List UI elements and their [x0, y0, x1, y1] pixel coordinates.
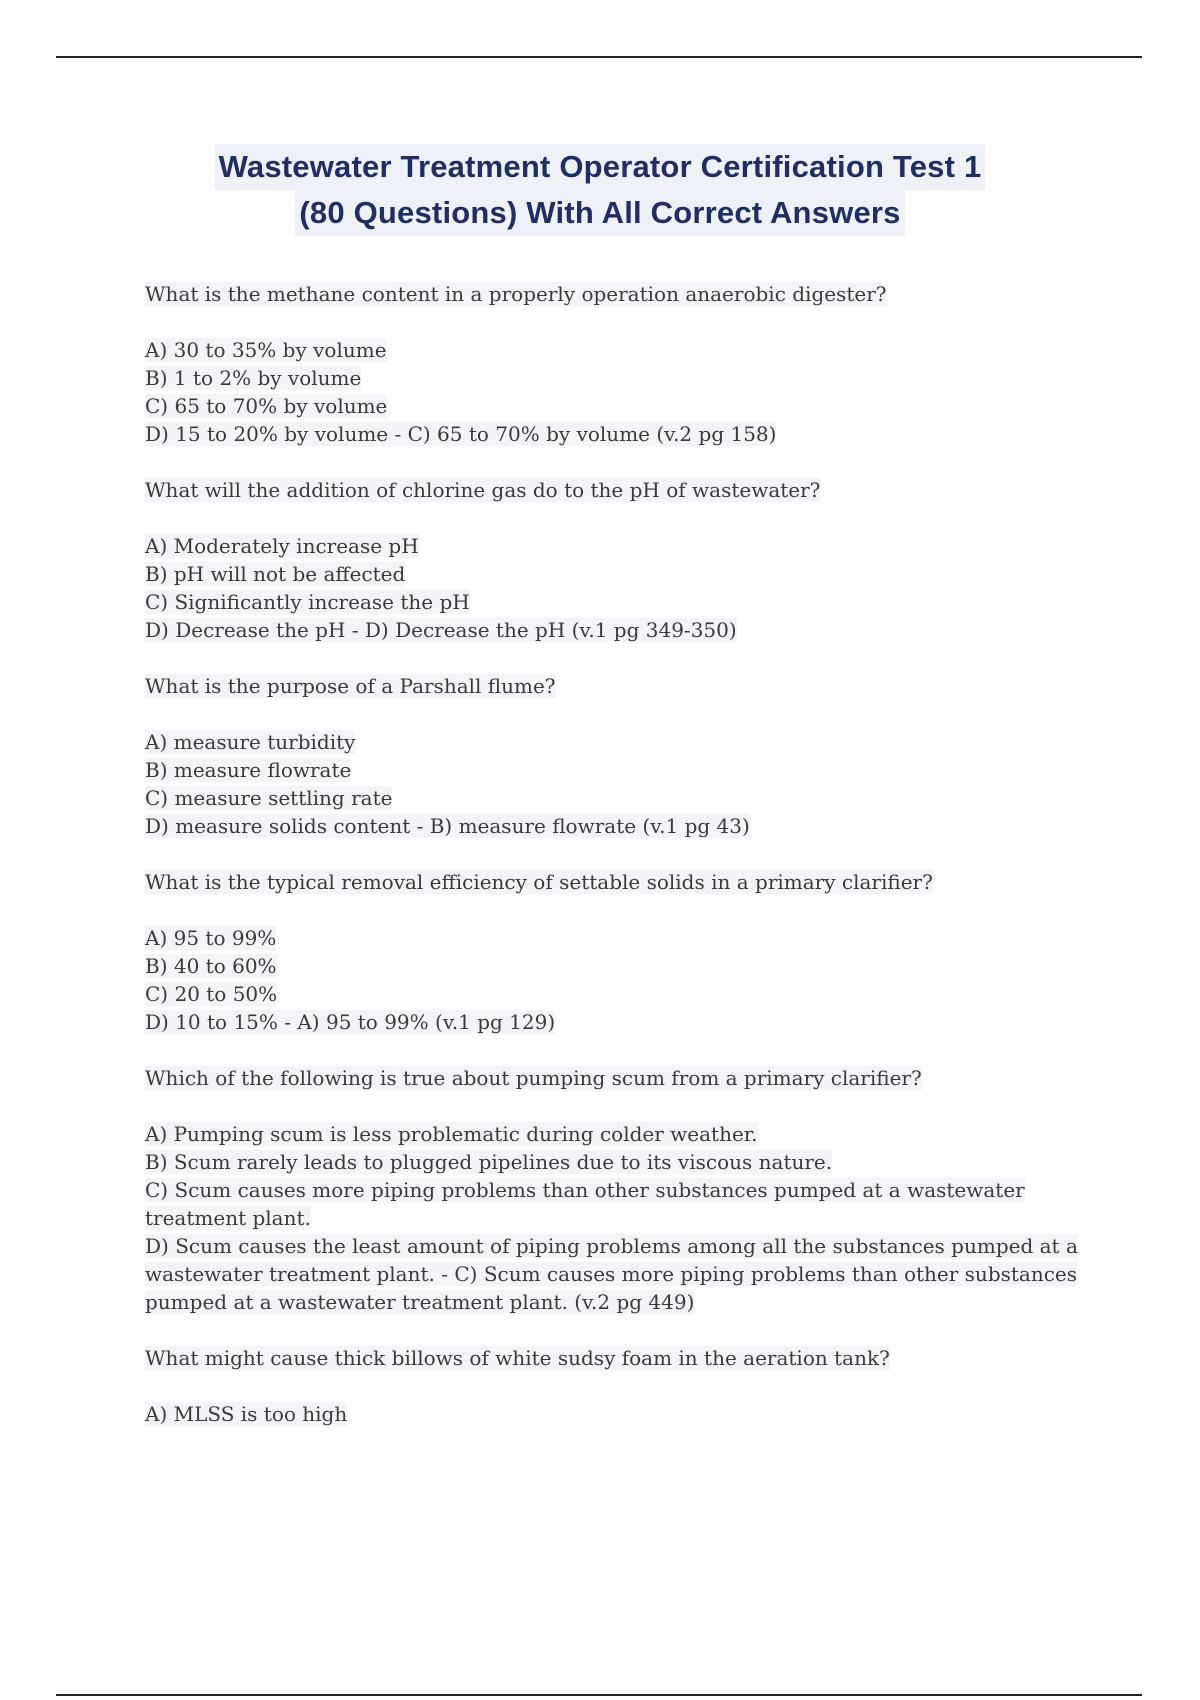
answer-option: B) 40 to 60% [145, 954, 277, 978]
answer-option: B) Scum rarely leads to plugged pipelines due to its viscous nature. [145, 1150, 833, 1174]
answer-option: B) measure flowrate [145, 758, 352, 782]
answer-option: A) Pumping scum is less problematic during colder weather. [145, 1122, 758, 1146]
question-block-6 [145, 1344, 1090, 1428]
question-text: Which of the following is true about pumping scum from a primary clarifier? [145, 1066, 922, 1090]
title-line-1: Wastewater Treatment Operator Certification Test 1 [215, 144, 986, 190]
answer-option-with-key: D) 10 to 15% - A) 95 to 99% (v.1 pg 129) [145, 1010, 556, 1034]
question-text: What is the purpose of a Parshall flume? [145, 674, 556, 698]
question-text: What might cause thick billows of white sudsy foam in the aeration tank? [145, 1346, 890, 1370]
document-title [0, 144, 1200, 236]
question-text: What will the addition of chlorine gas do to the pH of wastewater? [145, 478, 821, 502]
answer-option: C) 65 to 70% by volume [145, 394, 388, 418]
answer-option-with-key: D) Decrease the pH - D) Decrease the pH (v.1 pg 349-350) [145, 618, 737, 642]
answer-option-with-key: D) measure solids content - B) measure flowrate (v.1 pg 43) [145, 814, 750, 838]
question-block-1 [145, 280, 1090, 448]
answer-option: A) MLSS is too high [145, 1402, 348, 1426]
question-block-5 [145, 1064, 1090, 1316]
question-block-2 [145, 476, 1090, 644]
answer-option: C) Significantly increase the pH [145, 590, 470, 614]
answer-option: A) measure turbidity [145, 730, 356, 754]
answer-option-with-key: D) Scum causes the least amount of piping problems among all the substances pumped at a wastewater treatment plant. - C) Scum causes more piping problems than other substances pumped at a wastewater treatment plant. (v.2 pg 449) [145, 1234, 1078, 1314]
question-text: What is the methane content in a properly operation anaerobic digester? [145, 282, 887, 306]
answer-option: A) 95 to 99% [145, 926, 277, 950]
answer-option: C) measure settling rate [145, 786, 393, 810]
top-rule [56, 56, 1142, 58]
question-block-4 [145, 868, 1090, 1036]
answer-option: C) 20 to 50% [145, 982, 278, 1006]
answer-option: C) Scum causes more piping problems than other substances pumped at a wastewater treatment plant. [145, 1178, 1025, 1230]
bottom-rule [56, 1694, 1142, 1696]
answer-option: B) 1 to 2% by volume [145, 366, 362, 390]
answer-option-with-key: D) 15 to 20% by volume - C) 65 to 70% by volume (v.2 pg 158) [145, 422, 777, 446]
answer-option: A) Moderately increase pH [145, 534, 419, 558]
question-text: What is the typical removal efficiency of settable solids in a primary clarifier? [145, 870, 933, 894]
answer-option: A) 30 to 35% by volume [145, 338, 387, 362]
title-line-2: (80 Questions) With All Correct Answers [295, 190, 904, 236]
question-list [145, 280, 1090, 1456]
answer-option: B) pH will not be affected [145, 562, 406, 586]
question-block-3 [145, 672, 1090, 840]
